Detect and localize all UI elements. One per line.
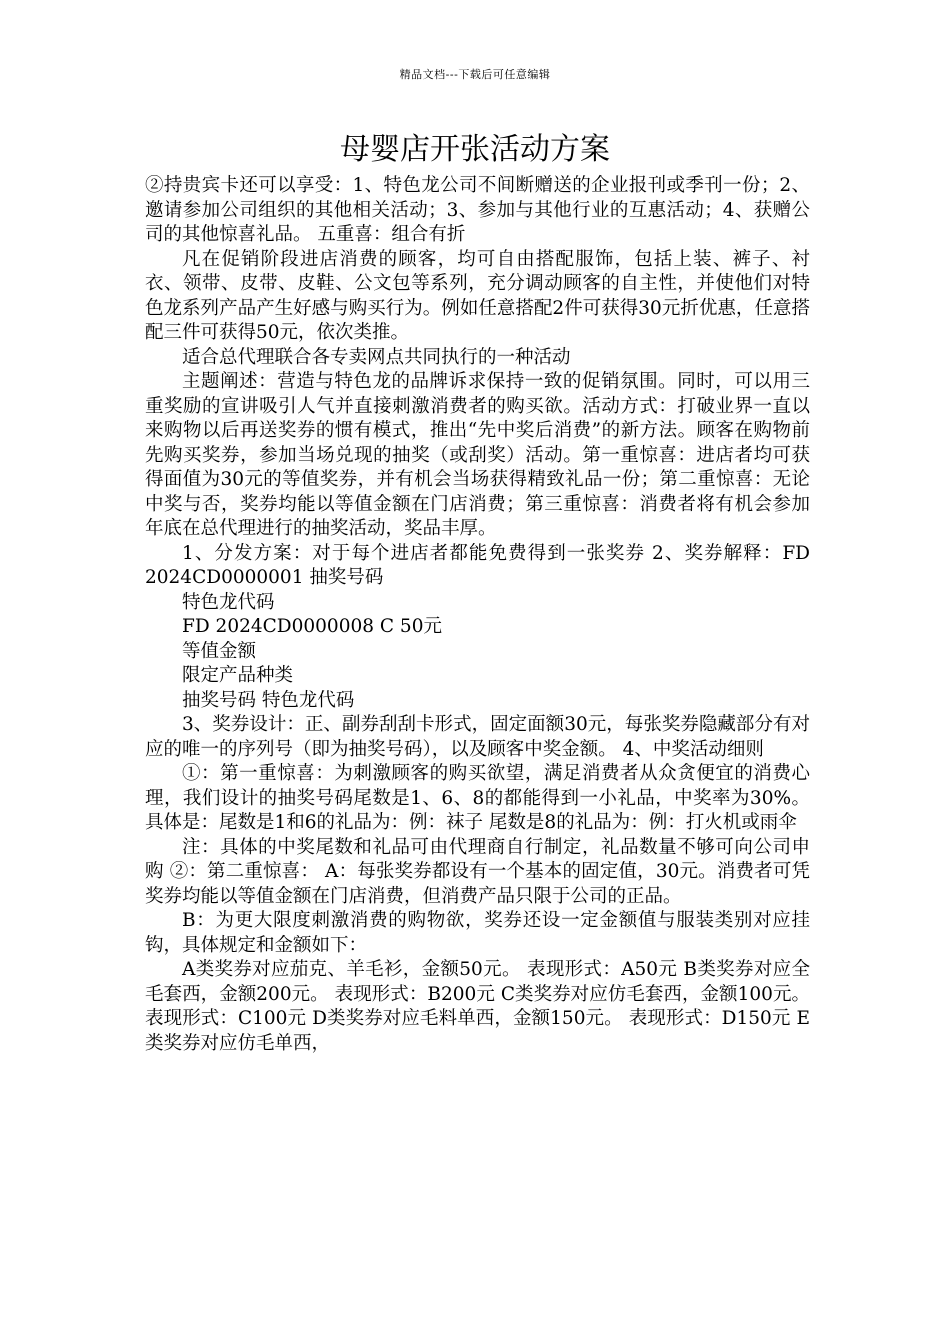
coupon-label-lottery: 抽奖号码 特色龙代码 xyxy=(182,689,355,711)
page-header: 精品文档---下载后可任意编辑 xyxy=(399,68,551,81)
paragraph-combo-discount: 凡在促销阶段进店消费的顾客，均可自由搭配服饰，包括上装、裤子、衬衣、领带、皮带、皮鞋、公文包等系列，充分调动顾客的自主性，并使他们对特色龙系列产品产生好感与购买行为。例如任意搭配2件可获得30元折优惠，任意搭配三件可获得50元，依次类推。 xyxy=(145,248,810,343)
paragraph-first-surprise: ①：第一重惊喜：为刺激顾客的购买欲望，满足消费者从众贪便宜的消费心理，我们设计的抽奖号码尾数是1、6、8的都能得到一小礼品，中奖率为30%。 具体是：尾数是1和6的礼品为：例：袜子 尾数是8的礼品为：例：打火机或雨伞 xyxy=(145,763,810,833)
paragraph-distribution: 1、分发方案：对于每个进店者都能免费得到一张奖券 2、奖券解释：FD 2024CD0000001 抽奖号码 xyxy=(145,542,810,588)
paragraph-coupon-design: 3、奖券设计：正、副券刮刮卡形式，固定面额30元，每张奖券隐藏部分有对应的唯一的序列号（即为抽奖号码），以及顾客中奖金额。 4、中奖活动细则 xyxy=(145,714,810,760)
paragraph-vip-benefits: ②持贵宾卡还可以享受：1、特色龙公司不间断赠送的企业报刊或季刊一份；2、邀请参加公司组织的其他相关活动；3、参加与其他行业的互惠活动；4、获赠公司的其他惊喜礼品。 五重喜：组合有折 xyxy=(145,175,810,245)
paragraph-coupon-tiers: A类奖券对应茄克、羊毛衫，金额50元。 表现形式：A50元 B类奖券对应全毛套西，金额200元。 表现形式：B200元 C类奖券对应仿毛套西，金额100元。 表现形式：C100元 D类奖券对应毛料单西，金额150元。 表现形式：D150元 E类奖券对应仿毛单西， xyxy=(145,959,810,1054)
document-body xyxy=(145,174,810,1056)
coupon-label-value: 等值金额 xyxy=(182,640,257,662)
paragraph-theme: 主题阐述：营造与特色龙的品牌诉求保持一致的促销氛围。同时，可以用三重奖励的宣讲吸引人气并直接刺激消费者的购买欲。活动方式：打破业界一直以来购物以后再送奖券的惯有模式，推出“先中奖后消费”的新方法。顾客在购物前先购买奖券，参加当场兑现的抽奖（或刮奖）活动。第一重惊喜：进店者均可获得面值为30元的等值奖券，并有机会当场获得精致礼品一份；第二重惊喜：无论中奖与否，奖券均能以等值金额在门店消费；第三重惊喜：消费者将有机会参加年底在总代理进行的抽奖活动，奖品丰厚。 xyxy=(145,371,810,539)
coupon-sample-code: FD 2024CD0000008 C 50元 xyxy=(182,616,442,637)
paragraph-coupon-tiers-intro: B：为更大限度刺激消费的购物欲，奖券还设一定金额值与服装类别对应挂钩，具体规定和金额如下： xyxy=(145,910,810,956)
document-title: 母婴店开张活动方案 xyxy=(340,132,610,167)
paragraph-activity-scope: 适合总代理联合各专卖网点共同执行的一种活动 xyxy=(182,346,571,368)
coupon-label-category: 限定产品种类 xyxy=(182,665,294,686)
paragraph-note-second-surprise: 注：具体的中奖尾数和礼品可由代理商自行制定，礼品数量不够可向公司申购 ②：第二重惊喜： A：每张奖券都设有一个基本的固定值，30元。消费者可凭奖券均能以等值金额在门店消费，但消费产品只限于公司的正品。 xyxy=(145,836,810,907)
coupon-label-brand-code: 特色龙代码 xyxy=(182,591,275,613)
